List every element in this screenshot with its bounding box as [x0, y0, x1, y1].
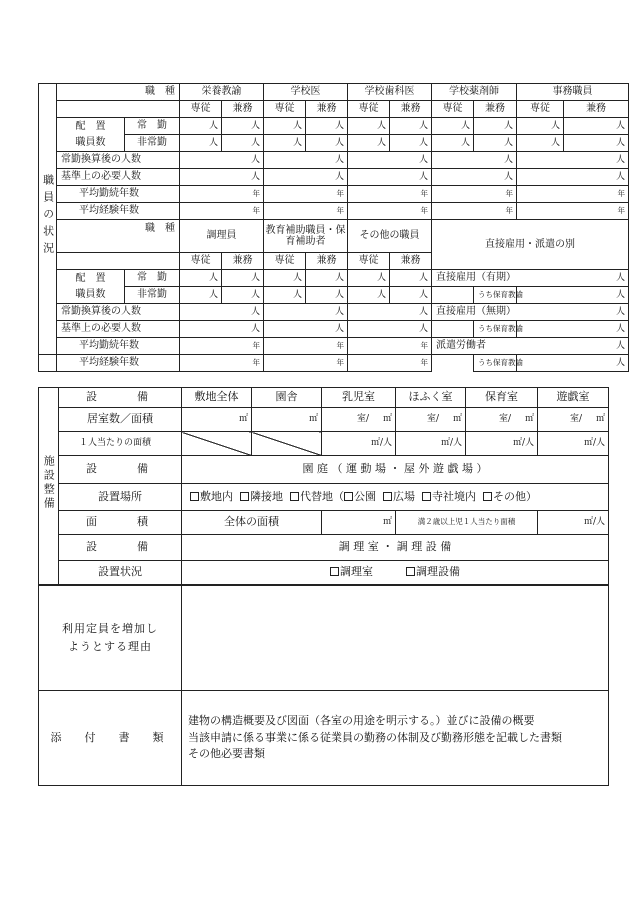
facility-section-label: 施設整備 [39, 388, 59, 585]
type-school-dentist: 学校歯科医 [348, 84, 432, 101]
input-cell[interactable]: 人 [517, 152, 629, 169]
col-infant-room: 乳児室 [322, 388, 396, 408]
checkbox-adjacent[interactable] [240, 492, 249, 501]
over2-area-label: 満２歳以上児１人当たり面積 [396, 511, 538, 535]
input-cell[interactable]: 人 [180, 135, 222, 152]
input-cell[interactable]: 年 [517, 186, 629, 203]
input-cell[interactable]: 人 [390, 287, 432, 304]
input-cell[interactable]: 室/ ㎡ [466, 408, 538, 432]
input-cell[interactable]: 人 [517, 338, 629, 355]
blank-diagonal-cell [252, 432, 322, 456]
area-label: 面 積 [59, 511, 182, 535]
required-label: 基準上の必要人数 [57, 169, 180, 186]
pt-label: 兼務 [474, 101, 517, 118]
input-cell[interactable]: 人 [264, 304, 348, 321]
avg-experience-label: 平均経験年数 [57, 355, 180, 372]
option-label: 広場 [393, 489, 415, 503]
input-cell[interactable]: 人 [432, 118, 474, 135]
pt-label: 兼務 [306, 253, 348, 270]
input-cell[interactable]: 人 [390, 135, 432, 152]
hire-dispatch-label: 派遣労働者 [432, 338, 517, 355]
col-nursery-room: 保育室 [466, 388, 538, 408]
input-cell[interactable]: 人 [432, 169, 517, 186]
ft-label: 専従 [517, 101, 564, 118]
input-cell[interactable]: 人 [348, 287, 390, 304]
input-cell[interactable]: ㎡/人 [466, 432, 538, 456]
input-cell[interactable]: 年 [180, 186, 264, 203]
input-cell[interactable]: 年 [264, 355, 348, 372]
type-education-assistant: 教育補助職員・保育補助者 [264, 220, 348, 253]
kitchen-label: 調 理 室 ・ 調 理 設 備 [182, 535, 609, 561]
total-area-label: 全体の面積 [182, 511, 322, 535]
pt-label: 兼務 [390, 101, 432, 118]
checkbox-shrine[interactable] [422, 492, 431, 501]
install-place-options [182, 484, 609, 511]
input-cell[interactable]: 人 [517, 355, 629, 372]
blank-cell [432, 287, 474, 304]
input-cell[interactable]: 人 [517, 304, 629, 321]
attachment-line: その他必要書類 [188, 747, 265, 760]
input-cell[interactable]: 人 [306, 118, 348, 135]
ft-label: 専従 [432, 101, 474, 118]
type-school-doctor: 学校医 [264, 84, 348, 101]
input-cell[interactable]: 人 [222, 270, 264, 287]
input-cell[interactable]: 人 [348, 169, 432, 186]
checkbox-kitchen-room[interactable] [330, 567, 339, 576]
staff-count-label: 職員数 [57, 135, 125, 152]
input-cell[interactable]: ㎡/人 [322, 432, 396, 456]
input-cell[interactable]: 人 [348, 135, 390, 152]
input-cell[interactable]: 人 [474, 118, 517, 135]
input-cell[interactable]: 人 [264, 169, 348, 186]
input-cell[interactable]: 人 [517, 321, 629, 338]
avg-experience-label: 平均経験年数 [57, 203, 180, 220]
input-cell[interactable]: 人 [180, 321, 264, 338]
nonregular-label: 非常勤 [125, 135, 180, 152]
option-label: その他） [493, 489, 537, 503]
side-blank [39, 355, 57, 372]
input-cell[interactable]: 年 [432, 186, 517, 203]
input-cell[interactable]: 人 [180, 304, 264, 321]
input-cell[interactable]: 人 [348, 152, 432, 169]
input-cell[interactable]: 人 [180, 118, 222, 135]
ft-label: 専従 [264, 101, 306, 118]
option-label: 寺社境内 [432, 489, 476, 503]
input-cell[interactable]: ㎡ [252, 408, 322, 432]
input-cell[interactable]: 年 [517, 203, 629, 220]
hire-sub-label: うち保育教諭 [474, 321, 517, 338]
input-cell[interactable]: 人 [306, 270, 348, 287]
input-cell[interactable]: 人 [180, 287, 222, 304]
type-cook: 調理員 [180, 220, 264, 253]
required-label: 基準上の必要人数 [57, 321, 180, 338]
hire-type-header: 直接雇用・派遣の別 [432, 220, 629, 270]
checkbox-other[interactable] [483, 492, 492, 501]
ft-label: 専従 [180, 253, 222, 270]
input-cell[interactable]: 年 [180, 203, 264, 220]
facility-table [38, 387, 609, 585]
ft-label: 専従 [264, 253, 306, 270]
checkbox-site[interactable] [190, 492, 199, 501]
attachments-label: 添 付 書 類 [39, 691, 182, 786]
input-cell[interactable]: ㎡/人 [396, 432, 466, 456]
input-cell[interactable]: 人 [564, 135, 629, 152]
input-cell[interactable]: 人 [517, 135, 564, 152]
col-crawling-room: ほふく室 [396, 388, 466, 408]
hire-sub-label: うち保育教諭 [474, 355, 517, 372]
blank-cell [57, 253, 180, 270]
input-cell[interactable]: 年 [432, 203, 517, 220]
input-cell[interactable]: 人 [348, 118, 390, 135]
attachment-line: 当該申請に係る事業に係る従業員の勤務の体制及び勤務形態を記載した書類 [188, 730, 562, 744]
input-cell[interactable]: 人 [517, 270, 629, 287]
input-cell[interactable]: 年 [348, 203, 432, 220]
input-cell[interactable]: 人 [222, 287, 264, 304]
ft-label: 専従 [348, 101, 390, 118]
install-place-label: 設置場所 [59, 484, 182, 511]
col-playroom: 遊戯室 [538, 388, 609, 408]
nonregular-label: 非常勤 [125, 287, 180, 304]
placement-label: 配 置 [57, 270, 125, 287]
option-label: 敷地内 [200, 489, 233, 503]
input-cell[interactable]: 人 [180, 270, 222, 287]
hire-direct-indefinite-label: 直接雇用（無期） [432, 304, 517, 321]
input-cell[interactable]: 室/ ㎡ [396, 408, 466, 432]
input-cell[interactable]: 年 [348, 355, 432, 372]
input-cell[interactable]: 人 [390, 118, 432, 135]
blank-diagonal-cell [182, 432, 252, 456]
input-cell[interactable]: 人 [564, 118, 629, 135]
input-cell[interactable]: 人 [264, 287, 306, 304]
input-cell[interactable]: ㎡/人 [538, 511, 609, 535]
pt-label: 兼務 [564, 101, 629, 118]
option-label: 代替地（ [300, 489, 344, 503]
regular-label: 常 勤 [125, 270, 180, 287]
pt-label: 兼務 [306, 101, 348, 118]
input-cell[interactable]: 年 [180, 355, 264, 372]
equipment-label: 設 備 [59, 456, 182, 484]
input-cell[interactable]: 人 [264, 152, 348, 169]
rooms-area-label: 居室数／面積 [59, 408, 182, 432]
input-cell[interactable]: 人 [474, 135, 517, 152]
input-cell[interactable]: 年 [264, 186, 348, 203]
input-cell[interactable]: 人 [306, 135, 348, 152]
attachment-line: 建物の構造概要及び図面（各室の用途を明示する。）並びに設備の概要 [188, 714, 535, 727]
hire-sub-label: うち保育教諭 [474, 287, 517, 304]
input-cell[interactable]: 人 [517, 169, 629, 186]
per-person-area-label: １人当たりの面積 [59, 432, 182, 456]
input-cell[interactable]: 人 [264, 135, 306, 152]
equipment-label: 設 備 [59, 535, 182, 561]
type-office-staff: 事務職員 [517, 84, 629, 101]
input-cell[interactable]: 人 [222, 135, 264, 152]
blank-cell [57, 101, 180, 118]
option-label: 調理室 [340, 565, 373, 579]
input-cell[interactable]: 人 [432, 135, 474, 152]
input-cell[interactable]: 年 [264, 203, 348, 220]
staff-count-label: 職員数 [57, 287, 125, 304]
ft-label: 専従 [180, 101, 222, 118]
checkbox-alternative[interactable] [290, 492, 299, 501]
input-cell[interactable]: 人 [306, 287, 348, 304]
col-site: 敷地全体 [182, 388, 252, 408]
checkbox-park[interactable] [344, 492, 353, 501]
staff-table [38, 83, 629, 372]
blank-cell [432, 355, 474, 372]
kitchen-options [182, 561, 609, 585]
reason-attachment-table [38, 585, 609, 786]
regular-label: 常 勤 [125, 118, 180, 135]
input-cell[interactable]: 人 [517, 118, 564, 135]
input-cell[interactable]: 人 [390, 270, 432, 287]
install-status-label: 設置状況 [59, 561, 182, 585]
option-label: 公園 [354, 489, 376, 503]
pt-label: 兼務 [222, 253, 264, 270]
input-cell[interactable]: 人 [432, 152, 517, 169]
fte-label: 常勤換算後の人数 [57, 304, 180, 321]
input-cell[interactable]: 人 [517, 287, 629, 304]
pt-label: 兼務 [222, 101, 264, 118]
equipment-label: 設 備 [59, 388, 182, 408]
job-type-label: 職 種 [57, 220, 180, 253]
avg-tenure-label: 平均勤続年数 [57, 338, 180, 355]
input-cell[interactable]: 年 [264, 338, 348, 355]
hire-direct-fixed-label: 直接雇用（有期） [432, 270, 517, 287]
input-cell[interactable]: 年 [348, 338, 432, 355]
input-cell[interactable]: 人 [264, 270, 306, 287]
type-nutrition-teacher: 栄養教諭 [180, 84, 264, 101]
reason-label: 利用定員を増加しようとする理由 [39, 586, 182, 691]
input-cell[interactable]: 室/ ㎡ [322, 408, 396, 432]
input-cell[interactable]: ㎡ [322, 511, 396, 535]
type-school-pharmacist: 学校薬剤師 [432, 84, 517, 101]
col-building: 園舎 [252, 388, 322, 408]
blank-cell [432, 321, 474, 338]
input-cell[interactable]: 年 [348, 186, 432, 203]
input-cell[interactable]: 人 [222, 118, 264, 135]
input-cell[interactable]: 人 [264, 321, 348, 338]
input-cell[interactable]: 人 [348, 270, 390, 287]
checkbox-kitchen-equipment[interactable] [406, 567, 415, 576]
input-cell[interactable]: 人 [264, 118, 306, 135]
staff-section-label: 職員の状況 [39, 84, 57, 355]
input-cell[interactable]: 人 [180, 152, 264, 169]
input-cell[interactable]: ㎡/人 [538, 432, 609, 456]
pt-label: 兼務 [390, 253, 432, 270]
input-cell[interactable]: 年 [180, 338, 264, 355]
ft-label: 専従 [348, 253, 390, 270]
type-other-staff: その他の職員 [348, 220, 432, 253]
garden-label: 園 庭 （ 運 動 場 ・ 屋 外 遊 戯 場 ） [182, 456, 609, 484]
avg-tenure-label: 平均勤続年数 [57, 186, 180, 203]
input-cell[interactable]: 室/ ㎡ [538, 408, 609, 432]
input-cell[interactable]: 人 [348, 304, 432, 321]
checkbox-square[interactable] [383, 492, 392, 501]
input-cell[interactable]: 人 [180, 169, 264, 186]
attachments-list [182, 691, 609, 786]
input-cell[interactable]: 人 [348, 321, 432, 338]
placement-label: 配 置 [57, 118, 125, 135]
job-type-label: 職 種 [57, 84, 180, 101]
reason-input-area[interactable] [182, 586, 609, 691]
fte-label: 常勤換算後の人数 [57, 152, 180, 169]
input-cell[interactable]: ㎡ [182, 408, 252, 432]
option-label: 隣接地 [250, 489, 283, 503]
option-label: 調理設備 [416, 565, 460, 579]
